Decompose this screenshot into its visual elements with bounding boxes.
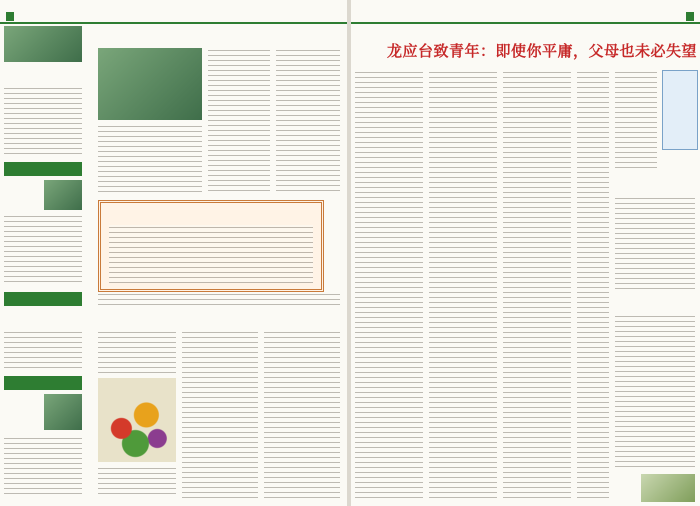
left-page [0, 0, 348, 506]
column-photo-2 [44, 180, 82, 210]
editor-note-box [662, 70, 698, 150]
lead-story-col-2 [276, 48, 340, 194]
column-headline-3 [4, 310, 82, 328]
right-page [351, 0, 700, 506]
side-essay-1-body [615, 196, 695, 292]
main-headline: 龙应台致青年：即使你平庸，父母也未必失望 [387, 42, 698, 60]
left-news-column [4, 26, 82, 502]
market-headline [98, 312, 338, 326]
essay-col-3 [503, 70, 571, 500]
notice-title [107, 207, 311, 221]
column-story-4 [4, 436, 82, 498]
lead-photo [98, 48, 202, 120]
market-story-col-3 [264, 330, 340, 498]
market-story-col-1b [98, 466, 176, 498]
essay-col-1 [355, 70, 423, 500]
column-divider-3 [4, 376, 82, 390]
column-divider-2 [4, 292, 82, 306]
lead-photo-caption [98, 124, 202, 194]
lead-story-col-1 [208, 48, 270, 194]
column-photo-3 [44, 394, 82, 430]
side-essay-2-body [615, 314, 695, 468]
essay-col-2 [429, 70, 497, 500]
section-tag-right [686, 12, 694, 21]
left-page-header [0, 0, 347, 24]
corner-illustration [641, 474, 695, 502]
essay-col-4 [577, 70, 609, 500]
market-story-col-1 [98, 330, 176, 374]
notice-box [98, 200, 324, 292]
column-photo-1 [4, 26, 82, 62]
section-tag-left [6, 12, 14, 21]
right-page-header [351, 0, 700, 24]
column-divider-1 [4, 162, 82, 176]
column-story-2 [4, 214, 82, 284]
lead-headline [98, 30, 338, 44]
column-headline-2 [4, 180, 42, 200]
essay-col-5-top [615, 70, 657, 170]
notice-followup [98, 292, 340, 306]
vegetables-photo [98, 378, 176, 462]
column-story-3 [4, 330, 82, 370]
column-headline-4 [4, 394, 42, 414]
column-headline-1 [4, 66, 82, 84]
market-story-col-2 [182, 330, 258, 498]
column-story-1 [4, 86, 82, 156]
notice-body [109, 225, 313, 283]
